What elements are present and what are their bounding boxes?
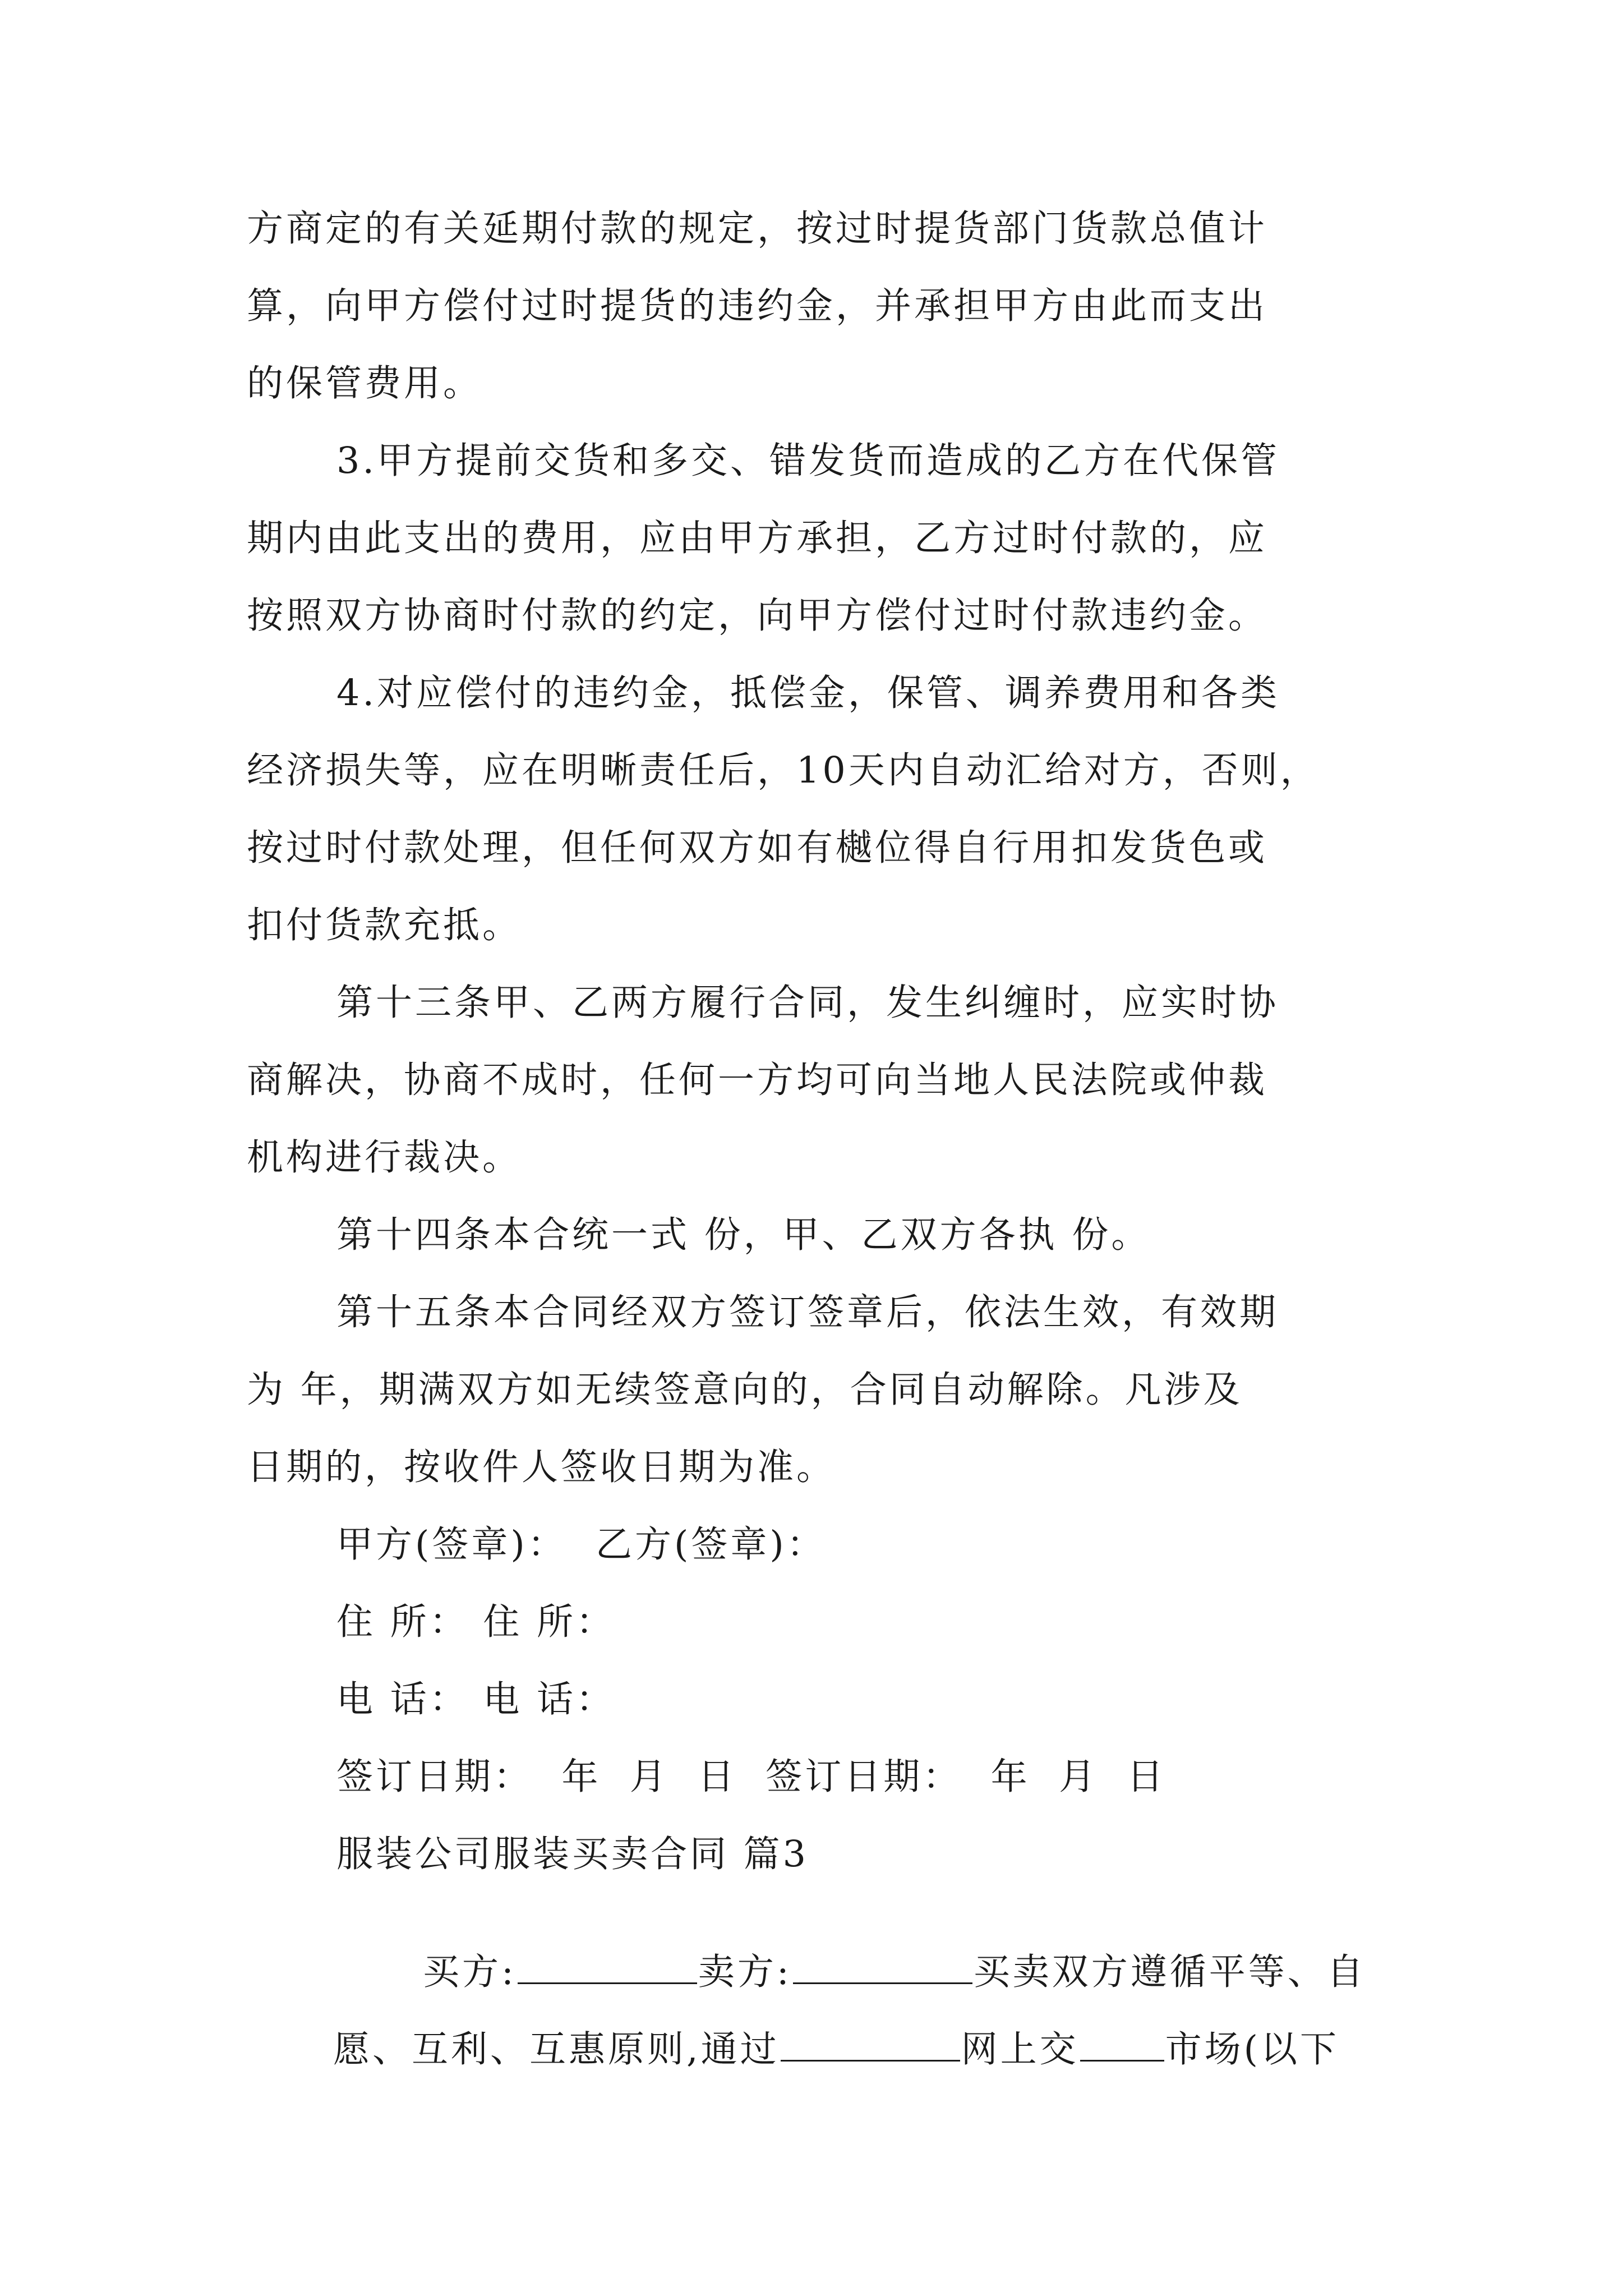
principle-line: [247, 1991, 1339, 2104]
address-line: 住 所： 住 所：: [336, 1601, 615, 1643]
text-line: 按照双方协商时付款的约定，向甲方偿付过时付款违约金。: [247, 595, 1268, 637]
section-heading: 服装公司服装买卖合同 篇3: [336, 1833, 809, 1875]
text-line: 为 年，期满双方如无续签意向的，合同自动解除。凡涉及: [247, 1369, 1243, 1411]
text-segment: 市场(以下: [1165, 2028, 1340, 2070]
text-line: 算，向甲方偿付过时提货的违约金，并承担甲方由此而支出: [247, 285, 1268, 327]
text-line: 3.甲方提前交货和多交、错发货而造成的乙方在代保管: [336, 440, 1280, 482]
text-line: 经济损失等，应在明晰责任后，10天内自动汇给对方，否则，: [247, 749, 1320, 792]
signature-line: 甲方(签章)： 乙方(签章)：: [336, 1524, 826, 1566]
seller-label: 卖方:: [698, 1951, 792, 1993]
text-line: 按过时付款处理，但任何双方如有樾位得自行用扣发货色或: [247, 827, 1268, 869]
sign-date-line: 签订日期： 年 月 日 签订日期： 年 月 日: [336, 1756, 1166, 1798]
market-blank: [1080, 2027, 1164, 2062]
text-line: 第十三条甲、乙两方履行合同，发生纠缠时，应实时协: [336, 982, 1279, 1024]
platform-blank: [781, 2027, 960, 2062]
phone-line: 电 话： 电 话：: [336, 1678, 615, 1720]
text-line: 商解决，协商不成时，任何一方均可向当地人民法院或仲裁: [247, 1059, 1268, 1101]
text-line: 机构进行裁决。: [247, 1137, 522, 1179]
text-line: 方商定的有关延期付款的规定，按过时提货部门货款总值计: [247, 208, 1268, 250]
text-line: 期内由此支出的费用，应由甲方承担，乙方过时付款的，应: [247, 517, 1268, 559]
buyer-label: 买方:: [422, 1951, 517, 1993]
text-line: 4.对应偿付的违约金，抵偿金，保管、调养费用和各类: [336, 672, 1280, 714]
text-line: 日期的，按收件人签收日期为准。: [247, 1446, 836, 1488]
text-segment: 网上交: [961, 2028, 1079, 2070]
buyer-blank: [518, 1950, 697, 1984]
text-line: 的保管费用。: [247, 362, 483, 404]
text-line: 第十五条本合同经双方签订签章后，依法生效，有效期: [336, 1291, 1279, 1333]
text-segment: 买卖双方遵循平等、自: [973, 1951, 1366, 1993]
text-segment: 愿、互利、互惠原则,通过: [333, 2028, 780, 2070]
seller-blank: [793, 1950, 972, 1984]
text-line: 扣付货款充抵。: [247, 904, 522, 946]
text-line: 第十四条本合统一式 份，甲、乙双方各执 份。: [336, 1214, 1151, 1256]
